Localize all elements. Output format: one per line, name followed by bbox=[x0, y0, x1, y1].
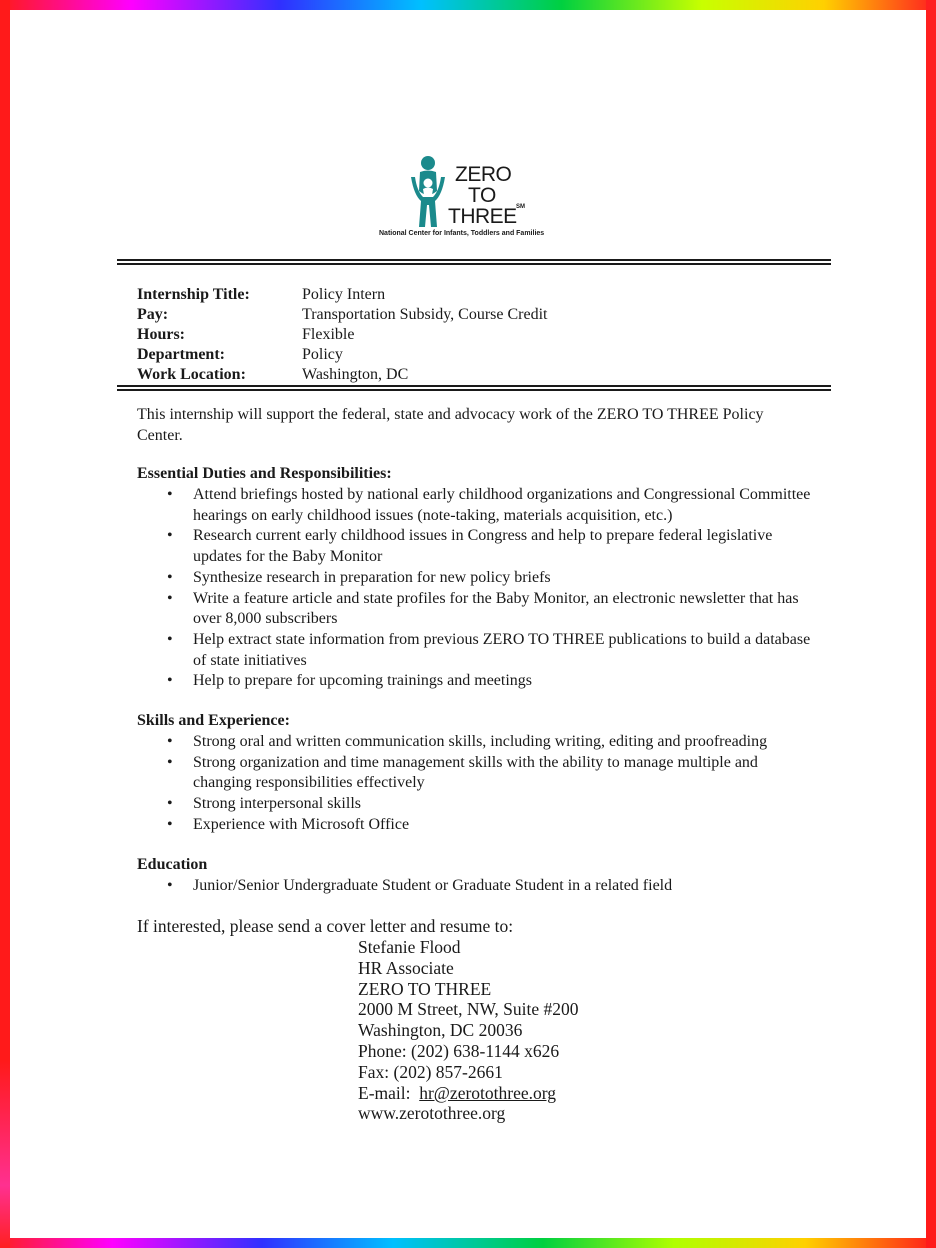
contact-website: www.zerotothree.org bbox=[358, 1103, 506, 1124]
logo-tagline: National Center for Infants, Toddlers and Families bbox=[379, 230, 545, 237]
contact-city: Washington, DC 20036 bbox=[358, 1020, 523, 1041]
list-item: • Write a feature article and state profiles for the Baby Monitor, an electronic newsletter that has over 8,000 subscribers bbox=[137, 589, 817, 630]
bottom-double-rule bbox=[117, 385, 831, 393]
list-item: • Experience with Microsoft Office bbox=[137, 815, 817, 836]
parent-child-figure-icon bbox=[408, 155, 448, 230]
contact-email-line bbox=[358, 1083, 579, 1104]
info-value: Flexible bbox=[302, 326, 355, 343]
info-value: Transportation Subsidy, Course Credit bbox=[302, 306, 548, 323]
top-double-rule bbox=[117, 259, 831, 267]
info-label: Work Location: bbox=[137, 366, 246, 383]
skills-list bbox=[137, 732, 817, 836]
list-item: • Help to prepare for upcoming trainings and meetings bbox=[137, 671, 817, 692]
info-row-location bbox=[137, 365, 547, 385]
info-value: Policy Intern bbox=[302, 286, 386, 303]
contact-org: ZERO TO THREE bbox=[358, 978, 492, 999]
list-item: • Strong organization and time management skills with the ability to manage multiple and changing responsibilities effectively bbox=[137, 753, 817, 794]
border-bottom bbox=[0, 1238, 936, 1248]
info-row-pay bbox=[137, 305, 547, 325]
skills-heading: Skills and Experience: bbox=[137, 712, 290, 729]
list-item: • Research current early childhood issues in Congress and help to prepare federal legislative updates for the Baby Monitor bbox=[137, 526, 817, 567]
internship-info-table bbox=[137, 285, 547, 385]
contact-title: HR Associate bbox=[358, 957, 454, 978]
info-row-department bbox=[137, 345, 547, 365]
duties-list bbox=[137, 485, 817, 692]
list-item: • Junior/Senior Undergraduate Student or Graduate Student in a related field bbox=[137, 876, 817, 897]
border-right bbox=[926, 0, 936, 1248]
list-item: • Strong interpersonal skills bbox=[137, 794, 817, 815]
logo-word-to: TO bbox=[468, 184, 496, 207]
intro-paragraph: This internship will support the federal, state and advocacy work of the ZERO TO THREE Policy Center. bbox=[137, 406, 764, 444]
info-value: Washington, DC bbox=[302, 366, 409, 383]
contact-street: 2000 M Street, NW, Suite #200 bbox=[358, 999, 579, 1020]
info-label: Internship Title: bbox=[137, 286, 250, 303]
info-row-title bbox=[137, 285, 547, 305]
logo-word-zero: ZERO bbox=[455, 163, 512, 186]
info-label: Pay: bbox=[137, 306, 169, 323]
info-label: Hours: bbox=[137, 326, 185, 343]
contact-name: Stefanie Flood bbox=[358, 937, 461, 957]
info-label: Department: bbox=[137, 346, 225, 363]
duties-heading: Essential Duties and Responsibilities: bbox=[137, 465, 392, 482]
email-link[interactable]: hr@zerotothree.org bbox=[419, 1082, 557, 1103]
education-list bbox=[137, 876, 817, 897]
contact-phone: Phone: (202) 638-1144 x626 bbox=[358, 1040, 560, 1061]
info-row-hours bbox=[137, 325, 547, 345]
logo-service-mark: SM bbox=[516, 204, 525, 210]
info-value: Policy bbox=[302, 346, 343, 363]
list-item: • Synthesize research in preparation for new policy briefs bbox=[137, 568, 817, 589]
contact-intro: If interested, please send a cover letter and resume to: bbox=[137, 916, 514, 936]
logo-word-three: THREE bbox=[448, 205, 517, 228]
border-left bbox=[0, 0, 10, 1248]
list-item: • Help extract state information from previous ZERO TO THREE publications to build a database of state initiatives bbox=[137, 630, 817, 671]
border-top bbox=[0, 0, 936, 10]
contact-address-block bbox=[358, 937, 579, 1124]
list-item: • Strong oral and written communication skills, including writing, editing and proofreading bbox=[137, 732, 817, 753]
list-item: • Attend briefings hosted by national early childhood organizations and Congressional Committee hearings on early childhood issues (note-taking, materials acquisition, etc.) bbox=[137, 485, 817, 526]
contact-fax: Fax: (202) 857-2661 bbox=[358, 1061, 503, 1082]
email-label: E-mail: bbox=[358, 1082, 420, 1103]
zero-to-three-logo bbox=[379, 155, 568, 245]
education-heading: Education bbox=[137, 856, 208, 873]
